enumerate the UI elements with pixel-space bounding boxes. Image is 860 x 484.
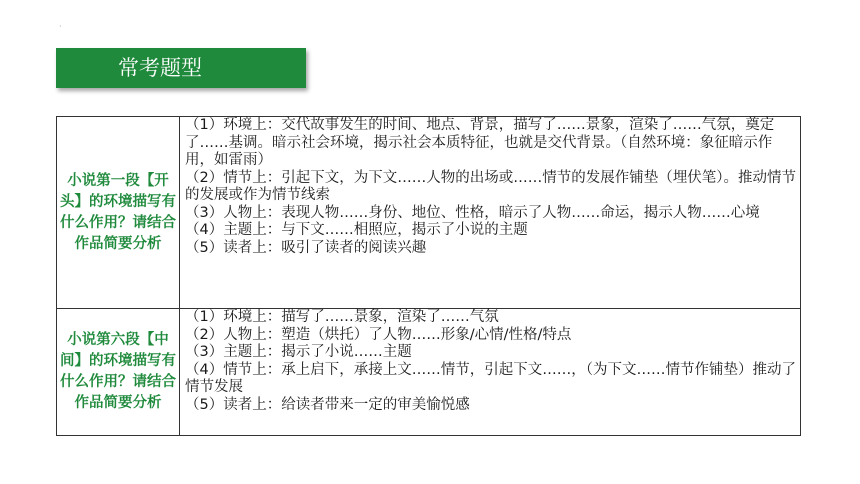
answer-line: （5）读者上：给读者带来一定的审美愉悦感	[185, 396, 470, 413]
answer-line: （2）人物上：塑造（烘托）了人物……形象/心情/性格/特点	[185, 326, 572, 343]
answer-line: （1）环境上：描写了……景象，渲染了……气氛	[185, 309, 499, 325]
answer-line: （5）读者上：吸引了读者的阅读兴趣	[185, 239, 427, 256]
table-row	[57, 117, 801, 309]
question-text: 小说第一段【开头】的环境描写有什么作用？请结合作品简要分析	[60, 172, 176, 252]
answer-line: （3）主题上：揭示了小说……主题	[185, 344, 412, 360]
question-cell	[57, 117, 180, 309]
decorative-dot: ·	[59, 22, 62, 31]
answer-line: （1）环境上：交代故事发生的时间、地点、背景，描写了……景象，渲染了……气氛，奠定了……基调。暗示社会环境，揭示社会本质特征，也就是交代背景。（自然环境：象征暗示作用，如雷雨）	[185, 117, 775, 168]
answer-table	[56, 116, 801, 436]
question-text: 小说第六段【中间】的环境描写有什么作用？请结合作品简要分析	[60, 332, 176, 411]
question-cell	[57, 309, 180, 436]
answer-line: （3）人物上：表现人物……身份、地位、性格，暗示了人物……命运，揭示人物……心境	[185, 204, 760, 221]
answer-line: （4）情节上：承上启下，承接上文……情节，引起下文……，（为下文……情节作铺垫）推动了情节发展	[185, 361, 796, 395]
section-banner	[56, 48, 306, 88]
answer-line: （2）情节上：引起下文，为下文……人物的出场或……情节的发展作铺垫（埋伏笔）。推动情节的发展或作为情节线索	[185, 169, 796, 203]
answer-line: （4）主题上：与下文……相照应，揭示了小说的主题	[185, 222, 528, 238]
table-row	[57, 309, 801, 436]
banner-title: 常考题型	[118, 56, 202, 80]
answer-cell	[180, 309, 801, 436]
answer-cell	[180, 117, 801, 309]
